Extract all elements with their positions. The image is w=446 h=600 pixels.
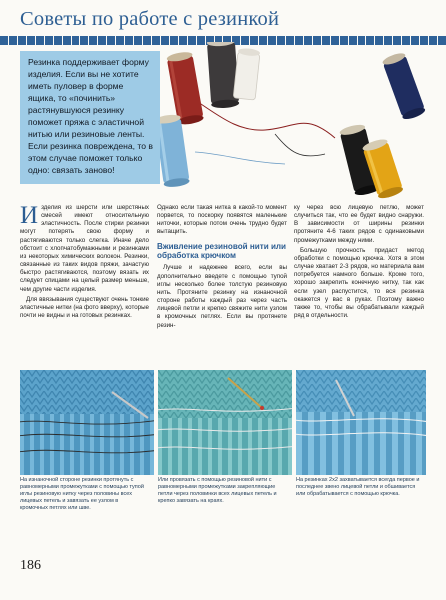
red-spool-icon: [166, 51, 204, 126]
section-subheading: Вживление резиновой нити или обработка крючком: [157, 241, 287, 261]
text-column-2: [157, 204, 287, 332]
paragraph: зделия из шерсти или шерстяных смесей имеют относительную эластичность. После стирки резинки могут потерять свою форму и растягиваются только слегка. Иначе дело обстоит с хлопчатобумажными и резинками из некоторых химических волокон. Резинки, связанные из таких видов пряжи, зачастую быстро растягиваются, поэтому вязать их следует спицами на целый размер меньше, чем другие части изделия.: [20, 204, 149, 293]
photo-caption-3: На резинках 2х2 захватывается всегда первое и последнее звено лицевой петли и обшивается или обрабатывается с помощью крючка.: [296, 477, 420, 498]
photo-caption-2: Или провязать с помощью резиновой нити с равномерными промежутками закрепляющие петли через половинки всех лицевых петель и крепко завязать на краях.: [158, 477, 277, 505]
paragraph: Однако если такая нитка в какой-то момент порвется, то поскорку появятся маленькие ниточки, которые потом очень трудно будет вытащить.: [157, 204, 287, 236]
navy-spool-icon: [381, 51, 426, 121]
photo-caption-1: На изнаночной стороне резинки протянуть с равномерными промежутками с помощью тупой иглы резиновую нитку через половины всех лицевых петель и завязать ее узлом в кромочных петлях или шве.: [20, 477, 144, 512]
page-title: Советы по работе с резинкой: [20, 8, 280, 30]
knitting-photo-3: [296, 370, 426, 475]
white-spool-icon: [233, 48, 260, 101]
knitting-photo-1: [20, 370, 154, 475]
thread-spools-photo: [135, 42, 446, 202]
text-column-1: [20, 204, 149, 322]
paragraph: Лучше и надежнее всего, если вы дополнительно введете с помощью тупой иглы несколько более толстую резиновую нить. Протяните резинку на изнаночной стороне работы каждый раз через часть лицевой петли и крепко свяжите нити узлом в кромочных петлях. Если вы протянете резин-: [157, 264, 287, 329]
paragraph: Для ввязывания существуют очень тонкие эластичные нитки (на фото вверху), которые почти не видны и на готовых резинках.: [20, 295, 149, 320]
drop-cap: И: [20, 202, 39, 229]
intro-box: Резинка поддерживает форму изделия. Если вы не хотите иметь пуловер в форме ящика, то «починить» растянувшуюся резинку поможет пряжа с эластичной нитью или резиновые ленты. Если резинка повреждена, то в этом случае поможет только одно: связать заново!: [20, 51, 160, 184]
paragraph: ку через всю лицевую петлю, может случиться так, что ее будет видно снаружи. В зависимости от ширины резинки протяните 4-6 таких рядов с одинаковыми промежутками между ними.: [294, 204, 424, 244]
page-number: 186: [20, 558, 41, 573]
knitting-photo-2: [158, 370, 292, 475]
grey-spool-icon: [207, 42, 240, 109]
paragraph: Большую прочность придаст метод обработки с помощью крючка. Хотя в этом случае хватает 2-3 рядов, но материала вам потребуется намного больше. Кроме того, хорошо закрепить конечную нитку, так как если узел распустится, то вся резинка окажется у вас в руках. Поэтому важно также то, чтобы вы обрабатывали каждый ряд в отдельности.: [294, 246, 424, 320]
text-column-3: [294, 204, 424, 322]
